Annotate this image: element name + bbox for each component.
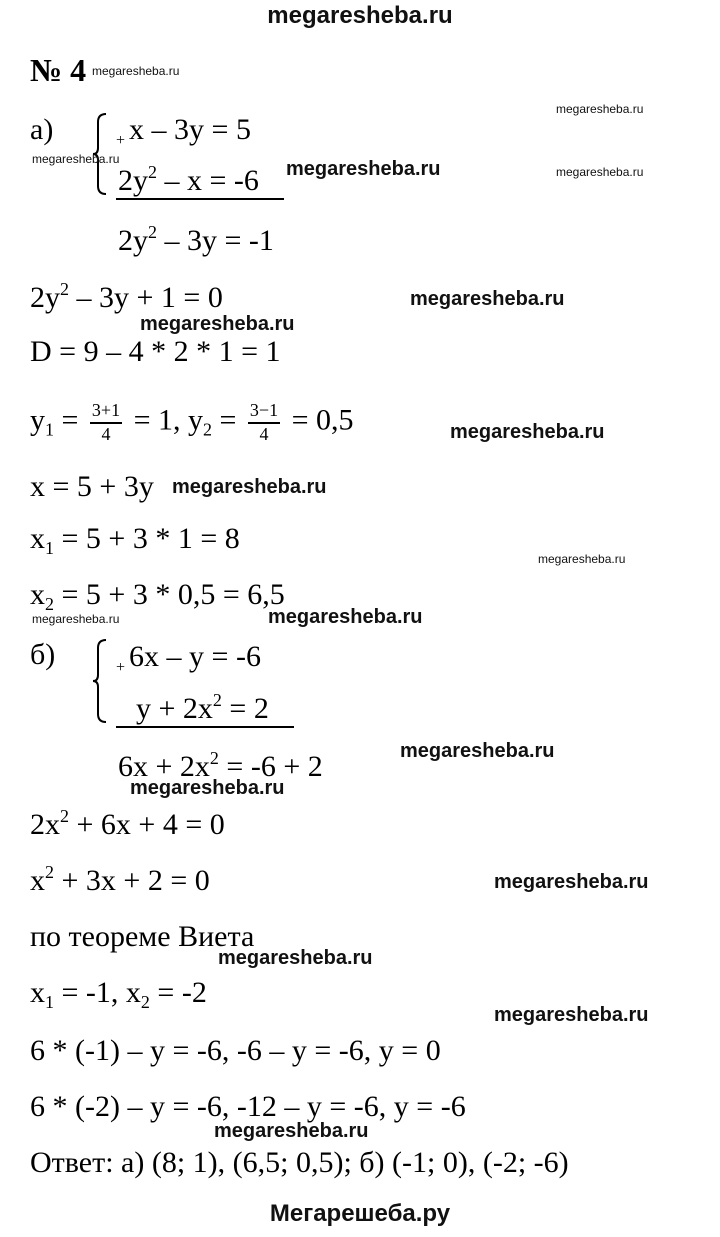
- part-a-x-expression: x = 5 + 3y: [30, 470, 154, 503]
- part-b-vieta: по теореме Виета: [30, 920, 255, 953]
- watermark: megaresheba.ru: [32, 612, 120, 626]
- part-b-quadratic-2: $x^2 + 3x + 2 = 0$: [30, 862, 210, 897]
- part-b-system-eq1: $_+$ 6x – y = -6: [116, 640, 261, 676]
- watermark: megaresheba.ru: [400, 740, 555, 762]
- part-a-sum: $2y^2 - 3y = -1$: [118, 222, 274, 257]
- watermark: megaresheba.ru: [556, 165, 644, 179]
- part-b-system-eq2: $y + 2x^2 = 2$: [136, 690, 269, 725]
- part-a-system-eq1: $_+$ x – 3y = 5: [116, 113, 251, 149]
- watermark: megaresheba.ru: [92, 64, 180, 78]
- part-a-y-roots: $y_1$ = $\frac{3+1}{4}$ = 1, $y_2$ = $\frac{3-1}{4}$ = 0,5: [30, 400, 354, 444]
- problem-number: № 4: [30, 52, 87, 88]
- watermark: megaresheba.ru: [494, 1004, 649, 1026]
- watermark: megaresheba.ru: [286, 158, 441, 180]
- watermark: megaresheba.ru: [556, 102, 644, 116]
- system-brace: [92, 638, 110, 724]
- watermark: megaresheba.ru: [410, 288, 565, 310]
- part-a-system-eq2: $2y^2 - x = -6$: [118, 162, 259, 197]
- part-b-sum: $6x + 2x^2 = -6 + 2$: [118, 748, 323, 783]
- site-header: megaresheba.ru: [267, 2, 453, 29]
- watermark: megaresheba.ru: [538, 552, 626, 566]
- part-a-quadratic: $2y^2 - 3y + 1 = 0$: [30, 279, 223, 314]
- watermark: megaresheba.ru: [130, 777, 285, 799]
- watermark: megaresheba.ru: [172, 476, 327, 498]
- part-b-x-roots: $x_1 = -1$, $x_2 = -2$: [30, 976, 207, 1012]
- part-b-label: б): [30, 638, 56, 671]
- part-b-substitution-2: 6 * (-2) – y = -6, -12 – y = -6, y = -6: [30, 1090, 466, 1123]
- part-a-discriminant: D = 9 – 4 * 2 * 1 = 1: [30, 335, 281, 368]
- watermark: megaresheba.ru: [450, 421, 605, 443]
- watermark: megaresheba.ru: [140, 313, 295, 335]
- watermark: megaresheba.ru: [494, 871, 649, 893]
- site-footer: Мегарешеба.ру: [269, 1200, 451, 1227]
- sum-underline: [116, 726, 294, 728]
- watermark: megaresheba.ru: [32, 152, 120, 166]
- watermark: megaresheba.ru: [268, 606, 423, 628]
- watermark: megaresheba.ru: [218, 947, 373, 969]
- part-b-substitution-1: 6 * (-1) – y = -6, -6 – y = -6, y = 0: [30, 1034, 441, 1067]
- sum-underline: [116, 198, 284, 200]
- answer: Ответ: а) (8; 1), (6,5; 0,5); б) (-1; 0), (-2; -6): [30, 1146, 569, 1179]
- part-a-x2: $x_2 = 5 + 3 * 0,5 = 6,5$: [30, 578, 285, 614]
- watermark: megaresheba.ru: [214, 1120, 369, 1142]
- part-b-quadratic-1: $2x^2 + 6x + 4 = 0$: [30, 806, 225, 841]
- part-a-label: а): [30, 113, 54, 146]
- part-a-x1: $x_1 = 5 + 3 * 1 = 8$: [30, 522, 240, 558]
